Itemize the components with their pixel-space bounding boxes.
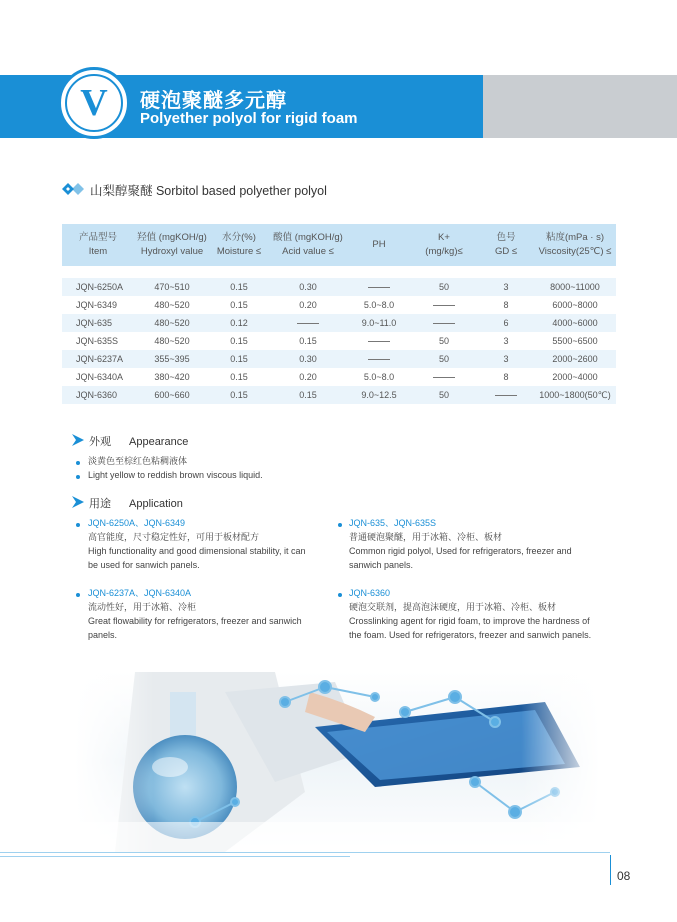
application-en: Great flowability for refrigerators, freezer and sanwich [88,616,302,626]
table-cell: 2000~2600 [534,350,616,368]
table-cell: 0.20 [268,368,348,386]
application-item-1 [88,516,305,572]
dash-placeholder [433,377,455,378]
table-cell: 0.15 [268,386,348,404]
application-cn: 流动性好，用于冰箱、冷柜 [88,602,197,612]
bullet [76,593,80,597]
table-cell: 380~420 [134,368,210,386]
th-gd: 色号 GD ≤ [478,224,534,266]
th-hydroxyl: 羟值 (mgKOH/g) Hydroxyl value [134,224,210,266]
table-cell [410,368,478,386]
table-row [62,332,616,350]
application-cn: 普通硬泡聚醚，用于冰箱、冷柜、板材 [349,532,503,542]
table-cell [348,332,410,350]
table-row [62,296,616,314]
footer-rule [0,852,610,853]
application-en: panels. [88,630,118,640]
table-cell: 0.15 [210,350,268,368]
table-cell: 480~520 [134,296,210,314]
page-title-en: Polyether polyol for rigid foam [140,110,358,127]
table-cell: 470~510 [134,278,210,296]
table-cell [268,314,348,332]
dash-placeholder [368,341,390,342]
th-k: K+ (mg/kg)≤ [410,224,478,266]
appearance-heading: 外观 Appearance [89,436,189,448]
appearance-cn: 淡黄色至棕红色粘稠液体 [88,456,188,466]
table-cell [348,278,410,296]
bullet [76,461,80,465]
application-cn: 硬泡交联剂，提高泡沫硬度，用于冰箱、冷柜、板材 [349,602,557,612]
table-row [62,386,616,404]
spec-table [62,224,616,404]
table-row [62,314,616,332]
bullet [338,523,342,527]
table-row [62,350,616,368]
bullet [76,523,80,527]
table-cell: JQN-6340A [62,368,134,386]
page-number-divider [610,855,611,885]
page-title-cn: 硬泡聚醚多元醇 [140,90,287,112]
table-cell: 5500~6500 [534,332,616,350]
table-cell: JQN-6237A [62,350,134,368]
section-title: 山梨醇聚醚 Sorbitol based polyether polyol [90,184,327,198]
dash-placeholder [368,359,390,360]
table-cell: 3 [478,350,534,368]
table-cell [478,386,534,404]
table-cell: 3 [478,332,534,350]
table-cell: JQN-6360 [62,386,134,404]
table-cell: 0.20 [268,296,348,314]
application-models: JQN-6250A、JQN-6349 [88,518,186,528]
application-en: Common rigid polyol, Used for refrigerators, freezer and [349,546,572,556]
lab-photo [75,672,600,852]
bullet [338,593,342,597]
th-moisture: 水分(%) Moisture ≤ [210,224,268,266]
table-cell: 480~520 [134,314,210,332]
application-models: JQN-635、JQN-635S [349,518,437,528]
header-band-grey [483,75,677,138]
table-cell: 0.15 [210,368,268,386]
application-arrow-icon [72,496,84,508]
table-cell: JQN-6349 [62,296,134,314]
table-cell: 5.0~8.0 [348,296,410,314]
table-cell: 0.15 [210,386,268,404]
table-cell: 1000~1800(50℃) [534,386,616,404]
table-cell: 0.15 [210,278,268,296]
table-cell [348,350,410,368]
table-header-row [62,224,616,266]
table-cell: 5.0~8.0 [348,368,410,386]
application-item-3 [88,586,302,642]
application-models: JQN-6237A、JQN-6340A [88,588,192,598]
application-cn: 高官能度，尺寸稳定性好，可用于板材配方 [88,532,260,542]
table-cell: 0.30 [268,350,348,368]
table-cell: 8 [478,296,534,314]
table-row [62,278,616,296]
table-cell: 9.0~12.5 [348,386,410,404]
th-ph: PH [348,224,410,266]
table-cell: 50 [410,278,478,296]
dash-placeholder [433,323,455,324]
application-en: be used for sanwich panels. [88,560,200,570]
application-en: the foam. Used for refrigerators, freezer and sanwich panels. [349,630,592,640]
table-cell: 0.15 [210,332,268,350]
table-cell: 9.0~11.0 [348,314,410,332]
application-item-4 [349,586,591,642]
table-cell: 50 [410,332,478,350]
dash-placeholder [495,395,517,396]
table-cell: 480~520 [134,332,210,350]
application-en: Crosslinking agent for rigid foam, to improve the hardness of [349,616,590,626]
dash-placeholder [297,323,319,324]
table-cell: 6 [478,314,534,332]
section-diamond-icon [62,183,84,195]
appearance-arrow-icon [72,434,84,446]
table-cell: 8 [478,368,534,386]
table-cell: 6000~8000 [534,296,616,314]
footer-rule [0,856,350,857]
application-en: sanwich panels. [349,560,414,570]
application-en: High functionality and good dimensional stability, it can [88,546,306,556]
table-cell: 8000~11000 [534,278,616,296]
page-number: 08 [617,869,631,883]
chapter-numeral: V [80,82,108,124]
dash-placeholder [433,305,455,306]
table-cell: 4000~6000 [534,314,616,332]
table-cell [410,314,478,332]
th-acid: 酸值 (mgKOH/g) Acid value ≤ [268,224,348,266]
application-models: JQN-6360 [349,588,391,598]
table-cell: 3 [478,278,534,296]
appearance-en: Light yellow to reddish brown viscous liquid. [88,470,263,480]
dash-placeholder [368,287,390,288]
table-cell: JQN-635 [62,314,134,332]
table-cell: JQN-635S [62,332,134,350]
table-cell: 2000~4000 [534,368,616,386]
table-cell: 0.15 [210,296,268,314]
bullet [76,475,80,479]
table-row [62,368,616,386]
table-cell: 0.30 [268,278,348,296]
table-cell: 355~395 [134,350,210,368]
application-heading: 用途 Application [89,498,183,510]
th-item: 产品型号 Item [62,224,134,266]
table-cell [410,296,478,314]
application-item-2 [349,516,572,572]
table-cell: 0.15 [268,332,348,350]
table-cell: JQN-6250A [62,278,134,296]
table-cell: 50 [410,350,478,368]
table-cell: 50 [410,386,478,404]
th-viscosity: 粘度(mPa · s) Viscosity(25℃) ≤ [534,224,616,266]
table-cell: 600~660 [134,386,210,404]
table-cell: 0.12 [210,314,268,332]
